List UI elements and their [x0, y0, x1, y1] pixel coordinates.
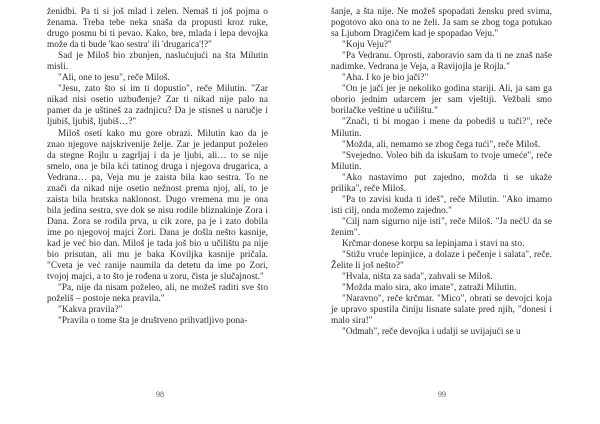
paragraph: "Ako nastavimo put zajedno, možda ti se ukaže prilika", reče Miloš.	[331, 172, 552, 194]
paragraph: "Ali, one to jesu", reče Miloš.	[58, 73, 170, 84]
right-page	[300, 0, 600, 424]
paragraph: "Koju Veju?"	[342, 40, 392, 51]
paragraph: "Pa Vedranu. Oprosti, zaboravio sam da ti ne znaš naše nadimke. Vedrana je Veja, a Ravijojla je Rojla."	[331, 51, 552, 73]
paragraph: "Pa, nije da nisam poželeo, ali, ne možeš raditi sve što poželiš – postoje neka pravila."	[47, 283, 268, 305]
paragraph: "Možda malo sira, ako imate", zatraži Milutin.	[342, 283, 517, 294]
page-number: 98	[156, 390, 164, 399]
paragraph: "Znači, ti bi mogao i mene da pobediš u tuči?", reče Milutin.	[331, 117, 552, 139]
paragraph: "Pa to zavisi kuda ti ideš", reče Milutin. "Ako imamo isti cilj, onda možemo zajedno."	[331, 194, 552, 216]
paragraph: Miloš oseti kako mu gore obrazi. Milutin kao da je znao njegove najskrivenije želje. Zar je jedanput poželeo da stegne Rojlu u zagrljaj i da je ljubi, ali… to se nije smelo, ona je bila kći tatinog druga i njegova drugarica, a Vedrana… pa, Veja mu je zaista bila kao sestra. To ne znači da nikad nije osetio nežnost prema njoj, ali, to je zaista bila bratska naklonost. Dugo vremena mu je ona bila jedina sestra, sve dok se nisu rodile bliznakinje Zora i Dana. Zora se rodila prva, u cik zore, pa je i zato dobila ime po njegovoj majci Zori. Dana je došla nešto kasnije, kad je već bio dan. Miloš je tada još bio u učilištu pa nije bio prisutan, ali mu je baka Kovilјka kasnije pričala. "Cveta je već ranije naumila da detetu da ime po Zori, tvojoj majci, a to što je rođena u zoru, čista je slučajnost."	[47, 128, 268, 283]
paragraph: "Stižu vruće lepinjice, a dolaze i pečenje i salata", reče. Želite li još nešto?"	[331, 250, 552, 272]
paragraph: "Svejedno. Voleo bih da iskušam to tvoje umeće", reče Milutin.	[331, 150, 552, 172]
paragraph: "Cilj nam sigurno nije isti", reče Miloš. "Ja nećU da se ženim".	[331, 216, 552, 238]
page-number: 99	[438, 390, 446, 399]
paragraph: "Odmah", reče devojka i udalji se uvijajući se u	[342, 327, 521, 338]
paragraph: "Jesu, zato što si im ti dopustio", reče Milutin. "Zar nikad nisi osetio uzbuđenje? Zar ti nikad nije palo na pamet da je uštineš za zadnjicu? Da je stisneš u naručje i ljubiš, ljubiš, ljubiš…?"	[47, 84, 268, 128]
paragraph: "Hvala, ništa za sada", zahvali se Miloš.	[342, 272, 493, 283]
paragraph: "Možda, ali, nemamo se zbog čega tući", reče Miloš.	[342, 139, 541, 150]
paragraph: Sad je Miloš bio zbunjen, naslućujući na šta Milutin misli.	[47, 51, 268, 73]
paragraph: "Pravila o tome šta je društveno prihvatljivo pona-	[58, 316, 248, 327]
paragraph: šanje, a šta nije. Ne možeš spopadati žensku pred svima, pogotovo ako ona to ne želi. Ja sam se zbog toga potukao sa Ljubom Dragičem kad je spopadao Veju."	[331, 7, 552, 40]
paragraph: "Aha. I ko je bio jači?"	[342, 73, 429, 84]
paragraph: "Kakva pravila?"	[58, 305, 123, 316]
paragraph: "On je jači jer je nekoliko godina stariji. Ali, ja sam ga oborio jednim udarcem jer sam vještiji. Vežbali smo borilačke veštine u učilištu."	[331, 84, 552, 117]
paragraph: "Naravno", reče krčmar. "Mico", obrati se devojci koja je upravo spustila činiju lisnate salate pred njih, "donesi i malo sira!"	[331, 294, 552, 327]
right-page-text	[331, 7, 552, 338]
left-page-text	[47, 7, 268, 327]
paragraph: ženidbi. Pa ti si još mlad i zelen. Nemaš ti još pojma o ženama. Treba tebe neka snaša da propusti kroz ruke, drugo posmu bi ti pevao. Kako, bre, mlada i lepa devojka može da ti bude 'kao sestra' ili 'drugarica'!?"	[47, 7, 268, 51]
paragraph: Krčmar donese korpu sa lepinjama i stavi na sto.	[342, 238, 525, 249]
